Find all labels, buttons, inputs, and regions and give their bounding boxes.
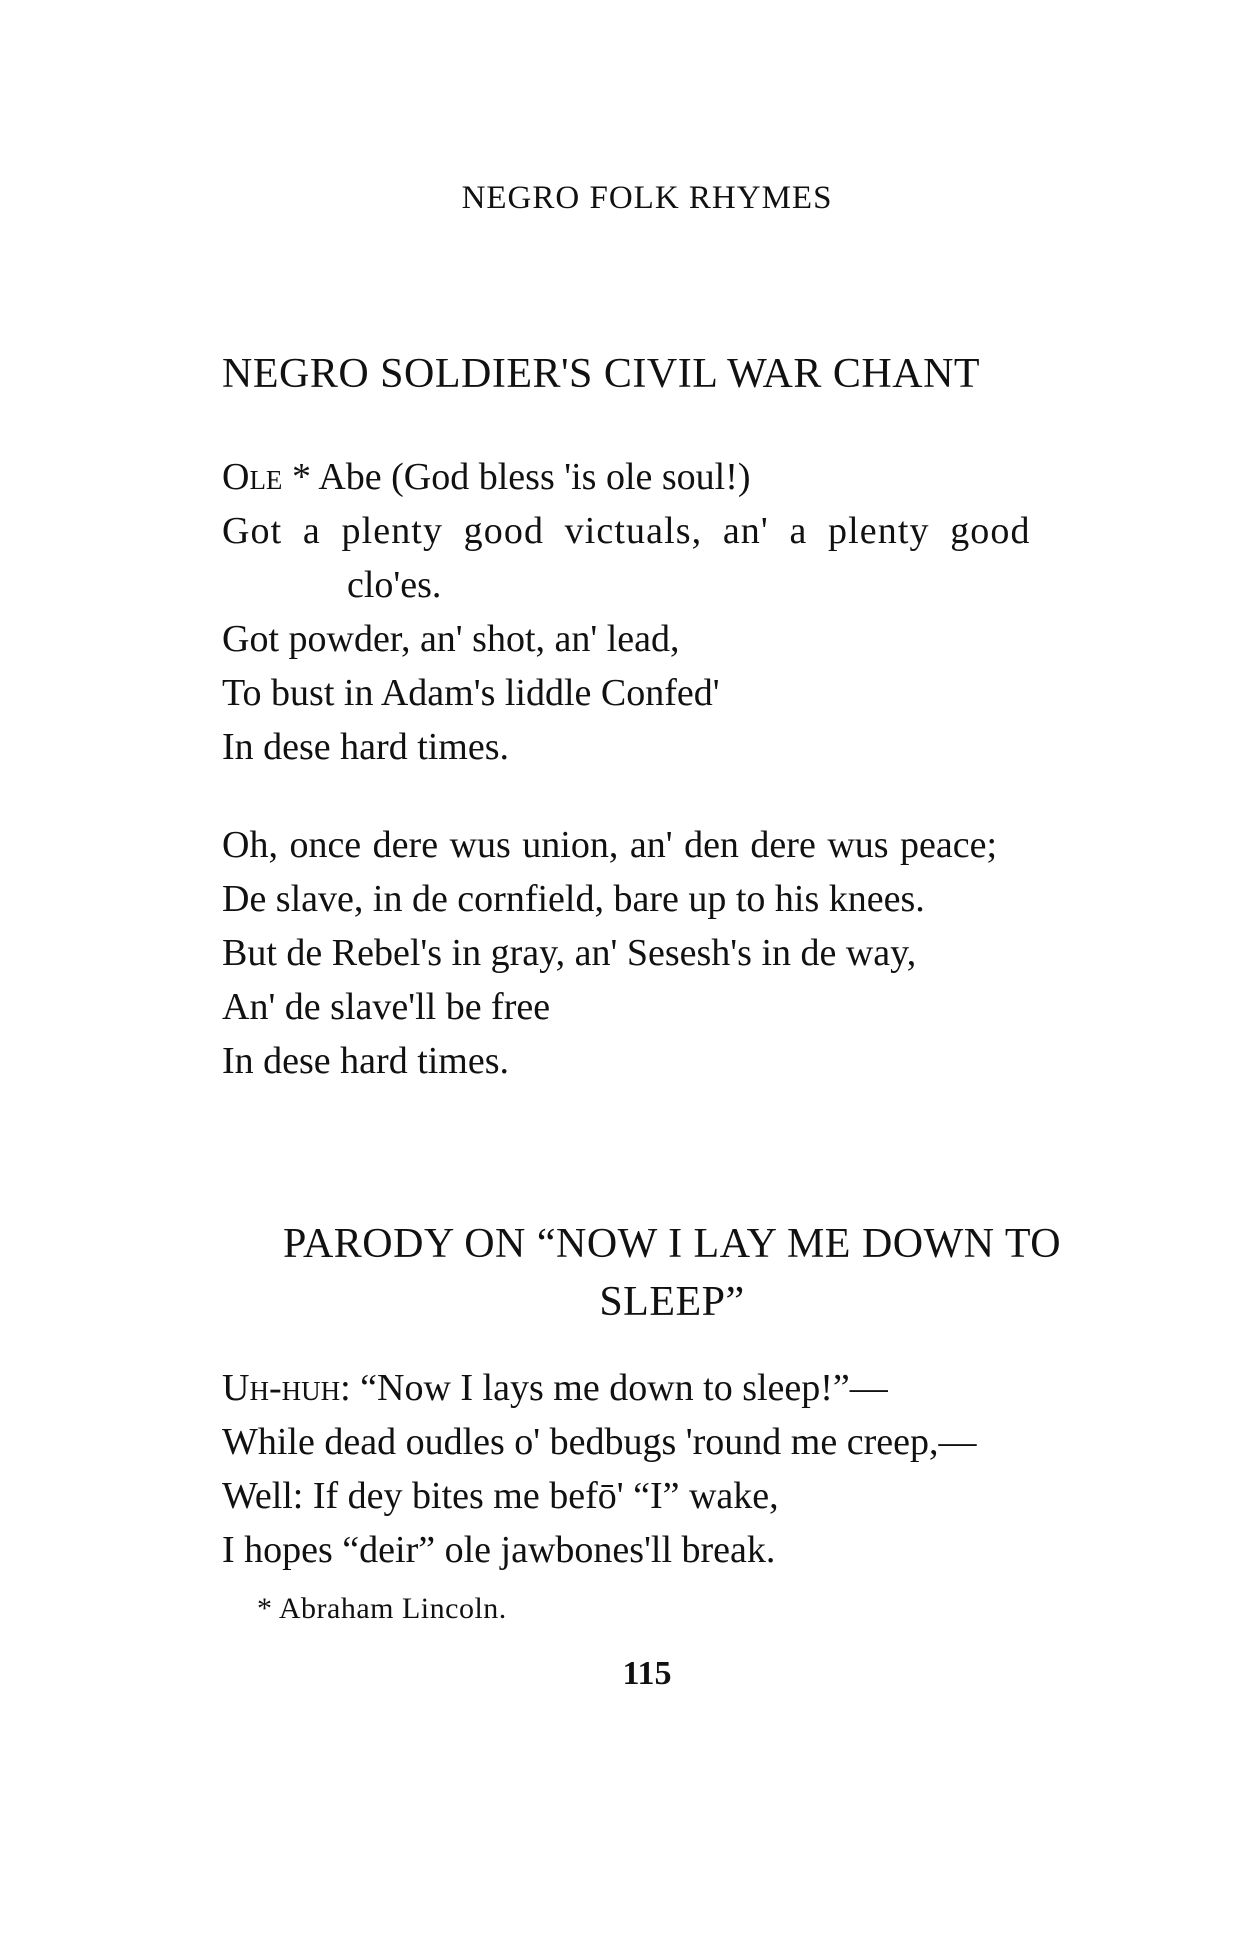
verse-line: While dead oudles o' bedbugs 'round me creep,— xyxy=(222,1421,977,1463)
poem1-stanza-2 xyxy=(222,818,1127,1088)
poem-title-line: PARODY ON “NOW I LAY ME DOWN TO xyxy=(282,1221,1062,1267)
verse-line: Oh, once dere wus union, an' den dere wus peace; xyxy=(222,824,998,866)
verse-line: De slave, in de cornfield, bare up to his knees. xyxy=(222,878,925,920)
poem-title-civil-war-chant: NEGRO SOLDIER'S CIVIL WAR CHANT xyxy=(222,351,981,397)
verse-line-text: “Now I lays me down to sleep!”— xyxy=(350,1367,888,1409)
running-head: NEGRO FOLK RHYMES xyxy=(461,180,833,216)
verse-line-continuation: clo'es. xyxy=(347,564,442,606)
verse-line: I hopes “deir” ole jawbones'll break. xyxy=(222,1529,776,1571)
poem2-stanza-1 xyxy=(222,1361,1127,1577)
verse-line xyxy=(222,450,1127,504)
verse-line: To bust in Adam's liddle Confed' xyxy=(222,672,720,714)
verse-line: In dese hard times. xyxy=(222,726,510,768)
poem-title-line: SLEEP” xyxy=(599,1279,745,1325)
verse-line-text: * Abe (God bless 'is ole soul!) xyxy=(282,456,751,498)
verse-line: But de Rebel's in gray, an' Sesesh's in de way, xyxy=(222,932,917,974)
page-number: 115 xyxy=(622,1655,672,1692)
poem1-stanza-1 xyxy=(222,450,1127,774)
verse-line: An' de slave'll be free xyxy=(222,986,551,1028)
verse-line: Got a plenty good victuals, an' a plenty good xyxy=(222,510,1031,552)
verse-line xyxy=(222,1361,1127,1415)
footnote: * Abraham Lincoln. xyxy=(257,1592,507,1625)
verse-line: Got powder, an' shot, an' lead, xyxy=(222,618,680,660)
verse-lead-word: Uh-huh: xyxy=(222,1367,351,1409)
verse-lead-word: Ole xyxy=(222,456,283,498)
poem-title-parody xyxy=(222,1215,1122,1331)
verse-line: Well: If dey bites me befō' “I” wake, xyxy=(222,1475,779,1517)
verse-line: In dese hard times. xyxy=(222,1040,510,1082)
